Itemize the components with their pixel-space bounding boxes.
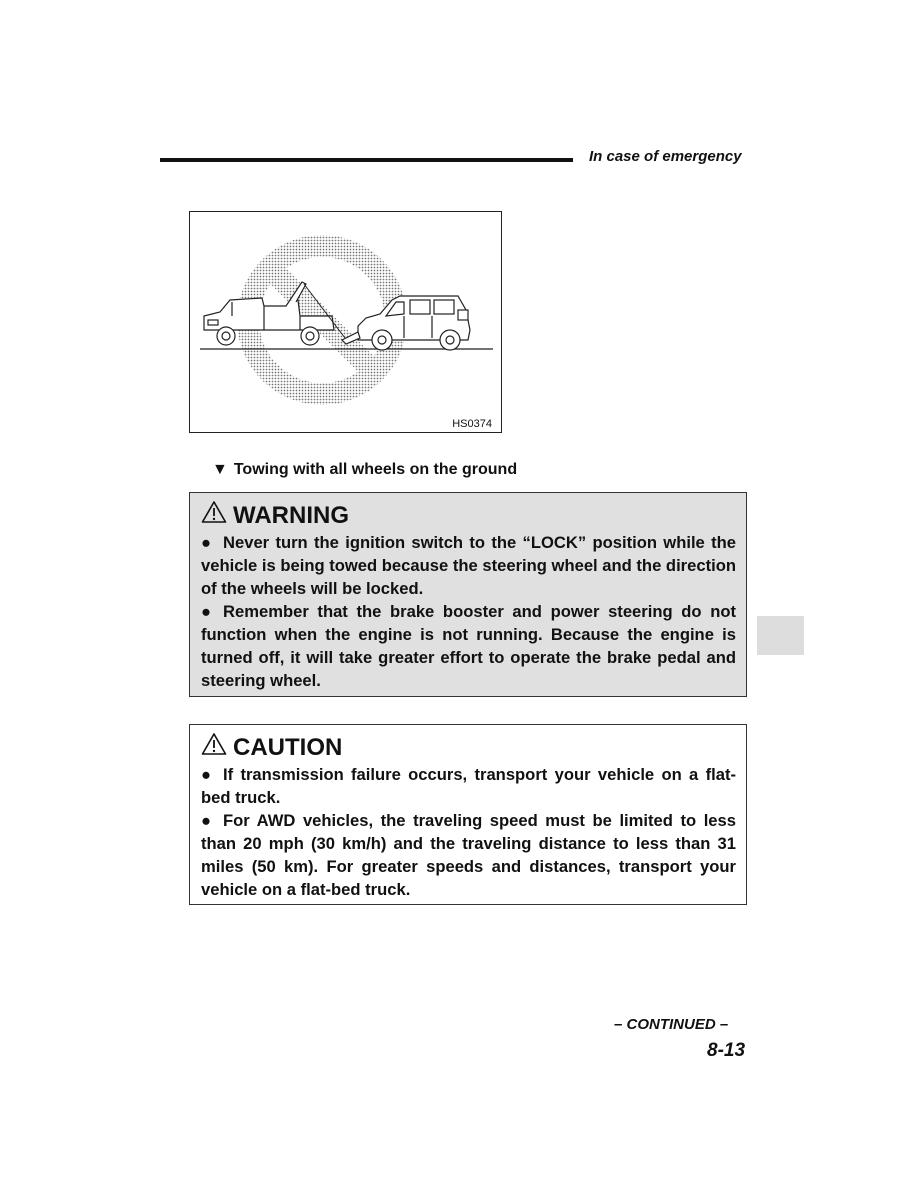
caution-item-2 (201, 809, 736, 901)
bullet-icon: ● (201, 765, 212, 784)
towing-illustration (189, 211, 502, 433)
continued-label: – CONTINUED – (614, 1016, 729, 1033)
bullet-icon: ● (201, 811, 212, 830)
warning-item-2-text: Remember that the brake booster and power steering do not function when the engine is not running. Because the engine is turned off, it will take greater effort to operate the brake pedal and steering wheel. (201, 602, 736, 690)
chapter-tab-marker (757, 616, 804, 655)
bullet-icon: ● (201, 533, 212, 552)
warning-item-1 (201, 531, 736, 600)
page-number: 8-13 (707, 1040, 746, 1061)
towing-illustration-svg (190, 212, 501, 432)
warning-title-row (201, 501, 736, 531)
suv-icon (342, 296, 470, 350)
caution-item-2-text: For AWD vehicles, the traveling speed must be limited to less than 20 mph (30 km/h) and the traveling distance to less than 31 miles (50 km). For greater speeds and distances, transport your vehicle on a flat-bed truck. (201, 811, 736, 899)
caution-item-1-text: If transmission failure occurs, transport your vehicle on a flat-bed truck. (201, 765, 736, 807)
triangle-down-icon: ▼ (212, 461, 228, 478)
section-title: In case of emergency (589, 148, 742, 165)
warning-item-1-text: Never turn the ignition switch to the “LOCK” position while the vehicle is being towed because the steering wheel and the direction of the wheels will be locked. (201, 533, 736, 598)
bullet-icon: ● (201, 602, 212, 621)
caution-title-row (201, 733, 736, 763)
warning-triangle-icon (201, 732, 227, 764)
warning-title: WARNING (233, 502, 349, 529)
warning-item-2 (201, 600, 736, 692)
subheading-text: Towing with all wheels on the ground (233, 461, 518, 478)
subheading (212, 461, 517, 479)
figure-code: HS0374 (452, 418, 492, 430)
warning-triangle-icon (201, 500, 227, 532)
caution-box (189, 724, 747, 905)
warning-box (189, 492, 747, 697)
caution-item-1 (201, 763, 736, 809)
header-rule (160, 158, 573, 162)
caution-title: CAUTION (233, 734, 343, 761)
